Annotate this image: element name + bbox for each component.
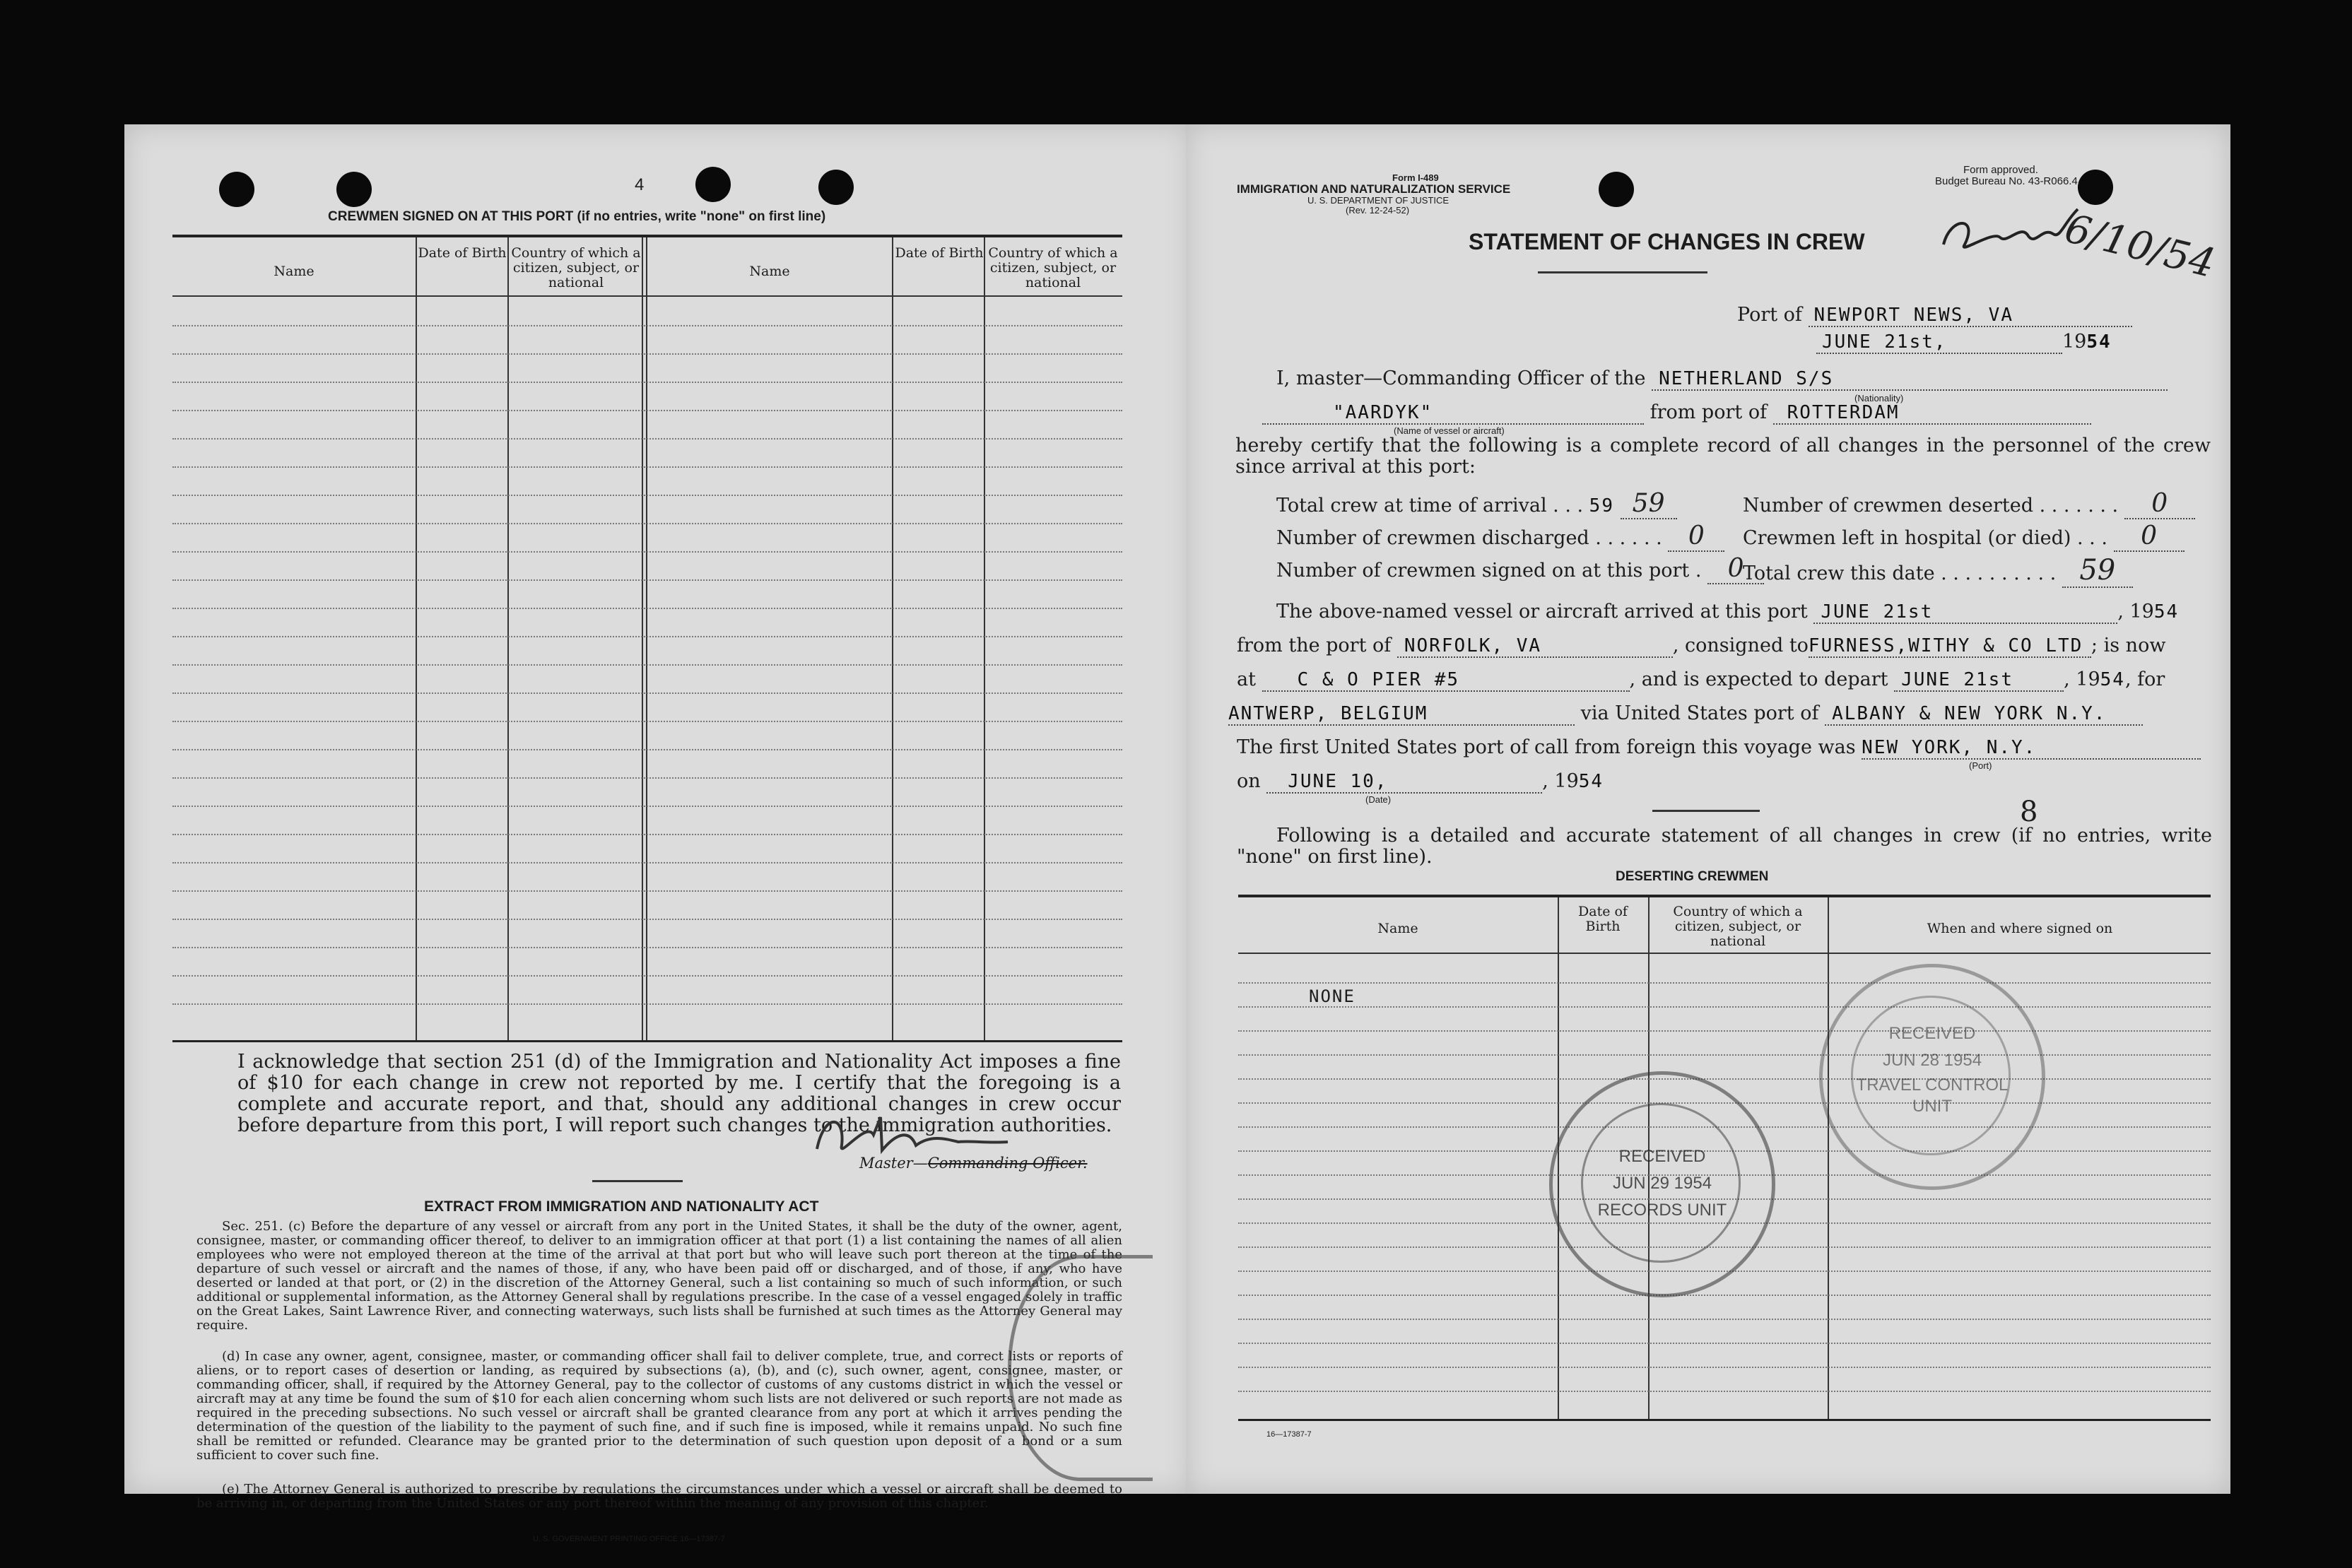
table-row-line — [1238, 1030, 2211, 1032]
port-line: Port of NEWPORT NEWS, VA — [1737, 304, 2132, 327]
table-row-line — [172, 438, 1122, 440]
table-row-line — [172, 325, 1122, 327]
col-header-dob: Date of Birth — [418, 245, 507, 261]
revision: (Rev. 12-24-52) — [1346, 205, 1410, 216]
from-port-line: from the port of NORFOLK, VA , consigned toFURNESS,WITHY & CO LTD ; is now — [1237, 635, 2166, 656]
table-row-line — [1238, 1295, 2211, 1297]
table-row-line — [172, 834, 1122, 836]
table-row-line — [172, 608, 1122, 610]
punch-hole — [695, 167, 731, 202]
col-header-name-2: Name — [749, 264, 790, 279]
punch-hole — [336, 172, 372, 207]
punch-hole — [818, 170, 854, 205]
stat-discharged: Number of crewmen discharged . . . . . . 0 — [1276, 521, 1724, 552]
handwritten-date: 6/10/54 — [2060, 205, 2220, 288]
table-row-line — [172, 862, 1122, 864]
agency-line-2: U. S. DEPARTMENT OF JUSTICE — [1307, 195, 1450, 206]
nationality-caption: (Nationality) — [1854, 393, 1904, 403]
table-row-line — [172, 721, 1122, 723]
divider — [1652, 810, 1760, 812]
following-text: Following is a detailed and accurate statement of all changes in crew (if no entries, write "none" on first line). — [1237, 825, 2212, 868]
deserting-title: DESERTING CREWMEN — [1616, 869, 1769, 884]
signed-on-table — [172, 235, 1122, 1042]
stat-total-arrival: Total crew at time of arrival . . . 59 59 — [1276, 489, 1677, 519]
table-row-line — [1238, 1367, 2211, 1369]
form-title: STATEMENT OF CHANGES IN CREW — [1469, 229, 1865, 254]
table-row-line — [1238, 982, 2211, 984]
table-row-line — [1238, 1319, 2211, 1321]
table-row-line — [1238, 1391, 2211, 1393]
table-row-line — [172, 551, 1122, 553]
partial-stamp — [1008, 1255, 1153, 1481]
deserting-first-entry: NONE — [1309, 986, 1356, 1006]
col-header-country: Country of which a citizen, subject, or national — [1673, 904, 1803, 949]
col-header-name: Name — [1377, 921, 1418, 936]
printing-office-footer: U. S. GOVERNMENT PRINTING OFFICE 16—17387-7 — [533, 1535, 725, 1543]
table-row-line — [172, 636, 1122, 638]
table-row-line — [172, 947, 1122, 949]
stat-hospital: Crewmen left in hospital (or died) . . . 0 — [1743, 521, 2185, 552]
approval-line-2: Budget Bureau No. 43-R066.4. — [1935, 175, 2081, 187]
table-row-line — [172, 975, 1122, 977]
stat-total-date: Total crew this date . . . . . . . . . . 59 — [1743, 554, 2133, 588]
table-row-line — [172, 777, 1122, 779]
destination-line: ANTWERP, BELGIUM via United States port of ALBANY & NEW YORK N.Y. — [1228, 702, 2143, 726]
col-header-dob-2: Date of Birth — [895, 245, 984, 261]
table-row-line — [172, 353, 1122, 355]
handwritten-initials — [1936, 202, 2085, 269]
stat-deserted: Number of crewmen deserted . . . . . . . 0 — [1743, 489, 2195, 519]
agency-line-1: IMMIGRATION AND NATURALIZATION SERVICE — [1237, 182, 1511, 196]
table-row-line — [1238, 1078, 2211, 1080]
table-row-line — [172, 890, 1122, 892]
table-row-line — [172, 579, 1122, 582]
received-stamp-travel-control: RECEIVED JUN 28 1954 TRAVEL CONTROL UNIT — [1819, 964, 2045, 1190]
table-row-line — [1238, 1006, 2211, 1008]
right-page — [1186, 124, 2230, 1494]
stat-signed-on: Number of crewmen signed on at this port . 0 — [1276, 554, 1764, 584]
extract-section-e: (e) The Attorney General is authorized to prescribe by regulations the circumstances under which a vessel or aircraft shall be deemed to be arriving in, or departing from the United States or any port thereof within the meaning of any provision of this chapter. — [196, 1482, 1122, 1511]
signature-caption: Master—Commanding Officer. — [859, 1155, 1088, 1172]
acknowledgement-text: I acknowledge that section 251 (d) of the Immigration and Nationality Act imposes a fine of $10 for each change in crew not reported by me. I certify that the foregoing is a complete and accurate report, and that, should any additional changes in crew occur before departure from this port, I will report such changes to the immigration authorities. — [237, 1051, 1121, 1136]
approval-line-1: Form approved. — [1963, 164, 2038, 176]
punch-hole — [1599, 172, 1634, 207]
table-row-line — [172, 749, 1122, 751]
table-row-line — [172, 1003, 1122, 1006]
section-title: CREWMEN SIGNED ON AT THIS PORT (if no entries, write "none" on first line) — [328, 209, 826, 224]
left-page — [124, 124, 1192, 1543]
punch-hole — [2078, 170, 2113, 205]
table-row-line — [1238, 1054, 2211, 1056]
form-number: Form I-489 — [1392, 172, 1439, 183]
table-row-line — [172, 919, 1122, 921]
table-row-line — [172, 692, 1122, 695]
col-header-dob: Date of Birth — [1578, 904, 1628, 934]
table-row-line — [172, 382, 1122, 384]
pier-line: at C & O PIER #5 , and is expected to depart JUNE 21st , 1954, for — [1237, 668, 2165, 690]
punch-hole — [219, 172, 254, 207]
col-header-signed-on: When and where signed on — [1927, 921, 2113, 936]
title-rule — [1538, 271, 1707, 273]
page-number: 4 — [635, 175, 645, 194]
received-stamp-records: RECEIVED JUN 29 1954 RECORDS UNIT — [1549, 1071, 1775, 1297]
table-row-line — [172, 495, 1122, 497]
date-line: JUNE 21st, 1954 — [1816, 331, 2112, 354]
extract-section-d: (d) In case any owner, agent, consignee, master, or commanding officer shall fail to deliver complete, true, and correct lists or reports of aliens, or to report cases of desertion or landing, as required by subsections (a), (b), and (c), such owner, agent, consignee, master, or commanding officer, shall, if required by the Attorney General, pay to the collector of customs of any customs district in which the vessel or aircraft may at any time be found the sum of $10 for each alien concerning whom such lists are not delivered or such reports are not made as required in the preceding subsections. No such vessel or aircraft shall be granted clearance from any port at which it arrives pending the determination of the question of the liability to the payment of such fine, and if such fine is imposed, while it remains unpaid. No such fine shall be remitted or refunded. Clearance may be granted prior to the determination of such question upon deposit of a bond or a sum sufficient to cover such fine. — [196, 1349, 1122, 1463]
form-footer: 16—17387-7 — [1266, 1430, 1312, 1439]
extract-title: EXTRACT FROM IMMIGRATION AND NATIONALITY ACT — [424, 1198, 819, 1215]
col-header-country: Country of which a citizen, subject, or national — [511, 245, 641, 290]
master-line: I, master—Commanding Officer of the NETHERLAND S/S — [1276, 367, 2168, 391]
table-row-line — [172, 806, 1122, 808]
table-row-line — [1238, 1343, 2211, 1345]
extract-section-c: Sec. 251. (c) Before the departure of any vessel or aircraft from any port in the United States, it shall be the duty of the owner, agent, consignee, master, or commanding officer thereof, to deliver to an immigration officer at that port (1) a list containing the names of all alien employees who were not employed thereon at the time of the arrival at that port but who will leave such port thereon at the time of the departure of such vessel or aircraft and the names of those, if any, who have been paid off or discharged, and of those, if any, who have deserted or landed at that port, or (2) in the discretion of the Attorney General, such a list containing so much of such information, or such additional or supplemental information, as the Attorney General shall by regulations prescribe. In the case of a vessel engaged solely in traffic on the Great Lakes, Saint Lawrence River, and connecting waterways, such lists shall be furnished at such times as the Attorney General may require. — [196, 1219, 1122, 1333]
arrival-line: The above-named vessel or aircraft arrived at this port JUNE 21st , 1954 — [1276, 601, 2180, 623]
first-port-line: The first United States port of call from foreign this voyage was NEW YORK, N.Y. — [1237, 736, 2201, 760]
divider — [592, 1180, 683, 1182]
table-row-line — [172, 523, 1122, 525]
on-date-line: on JUNE 10, , 1954 — [1237, 770, 1604, 792]
port-caption: (Port) — [1969, 760, 1992, 771]
table-row-line — [172, 466, 1122, 468]
vessel-line: "AARDYK" from port of ROTTERDAM — [1262, 401, 2091, 425]
handwritten-count: 8 — [2020, 796, 2038, 828]
date-caption: (Date) — [1365, 794, 1392, 805]
vessel-caption: (Name of vessel or aircraft) — [1394, 425, 1505, 436]
col-header-country-2: Country of which a citizen, subject, or national — [988, 245, 1118, 290]
col-header-name: Name — [274, 264, 314, 279]
certify-text: hereby certify that the following is a complete record of all changes in the personnel of the crew since arrival at this port: — [1235, 435, 2211, 478]
table-row-line — [172, 410, 1122, 412]
table-row-line — [172, 664, 1122, 666]
